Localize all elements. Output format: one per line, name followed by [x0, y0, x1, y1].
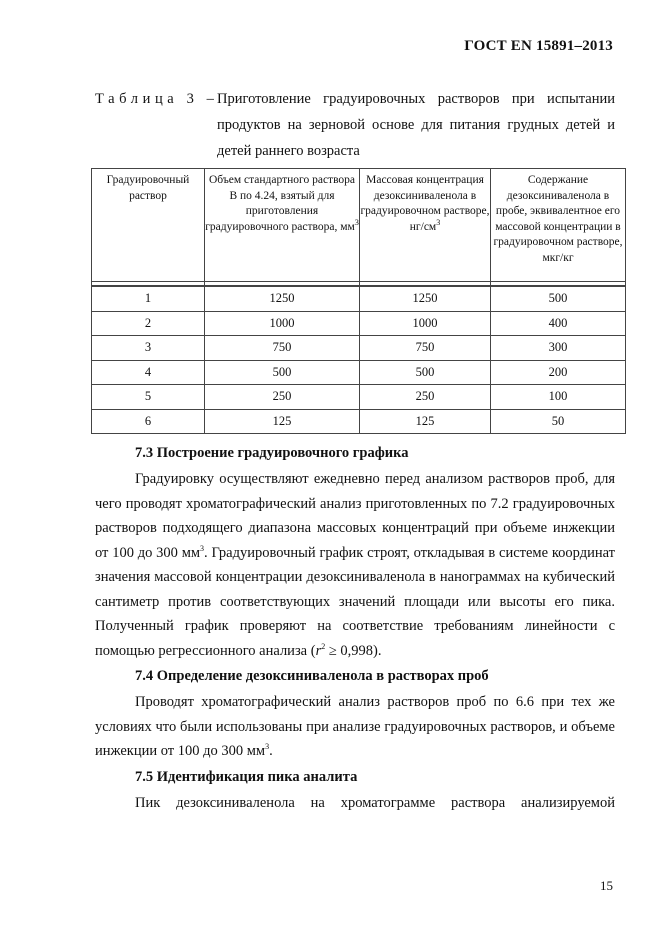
section-7-5-heading: 7.5 Идентификация пика аналита — [135, 768, 358, 785]
table-caption — [95, 86, 615, 159]
page-number: 15 — [600, 878, 613, 893]
col-header-concentration: Массовая концентрация дезоксиниваленола в градуировочном растворе, $нг/см^3$ — [360, 169, 491, 282]
col-header-solution: Градуировочный раствор — [92, 169, 205, 282]
section-7-4-heading: 7.4 Определение дезоксиниваленола в растворах проб — [135, 668, 489, 684]
table-caption-label: Таблица 3 – — [95, 91, 219, 107]
table-caption-text: Приготовление градуировочных растворов при испытании продуктов на зерновой основе для питания грудных детей и детей раннего возраста — [217, 91, 615, 159]
table-row: 3 750 750 300 — [92, 336, 626, 361]
table-row: 2 1000 1000 400 — [92, 311, 626, 336]
section-7-4-paragraph: Проводят хроматографический анализ растворов проб по 6.6 при тех же условиях что были использованы при анализе градуировочных растворов, и объеме инжекции от 100 до 300 $мм^3$. — [95, 694, 615, 759]
section-7-3-paragraph: Градуировку осуществляют ежедневно перед анализом растворов проб, для чего проводят хроматографический анализ приготовленных по 7.2 градуировочных растворов подходящего диапазона массовых концентраций при объеме инжекции от 100 до 300 $мм^3$. Градуировочный график строят, откладывая в системе координат значения массовой концентрации дезоксиниваленола в нанограммах на кубический сантиметр против соответствующих значений площади или высоты его пика. Полученный график проверяют на соответствие требованиям линейности с помощью регрессионного анализа $(r^2 \ge 0,998)$. — [95, 471, 616, 659]
section-7-3-heading: 7.3 Построение градуировочного графика — [135, 445, 409, 461]
table-header-row — [92, 169, 626, 282]
col-header-volume: Объем стандартного раствора В по 4.24, взятый для приготовления градуировочного раствора, $мм^3$ — [205, 169, 360, 282]
table-row: 5 250 250 100 — [92, 385, 626, 410]
section-7-5-paragraph: Пик дезоксиниваленола на хроматограмме раствора анализируемой — [135, 794, 615, 811]
calibration-table — [91, 168, 626, 434]
table-row: 1 1250 1250 500 — [92, 286, 626, 311]
table-row: 6 125 125 50 — [92, 409, 626, 434]
body-text — [95, 440, 615, 815]
col-header-content: Содержание дезоксиниваленола в пробе, эквивалентное его массовой концентрации в градуировочном растворе, мкг/кг — [491, 169, 626, 282]
document-header: ГОСТ EN 15891–2013 — [464, 38, 613, 54]
table-row: 4 500 500 200 — [92, 360, 626, 385]
